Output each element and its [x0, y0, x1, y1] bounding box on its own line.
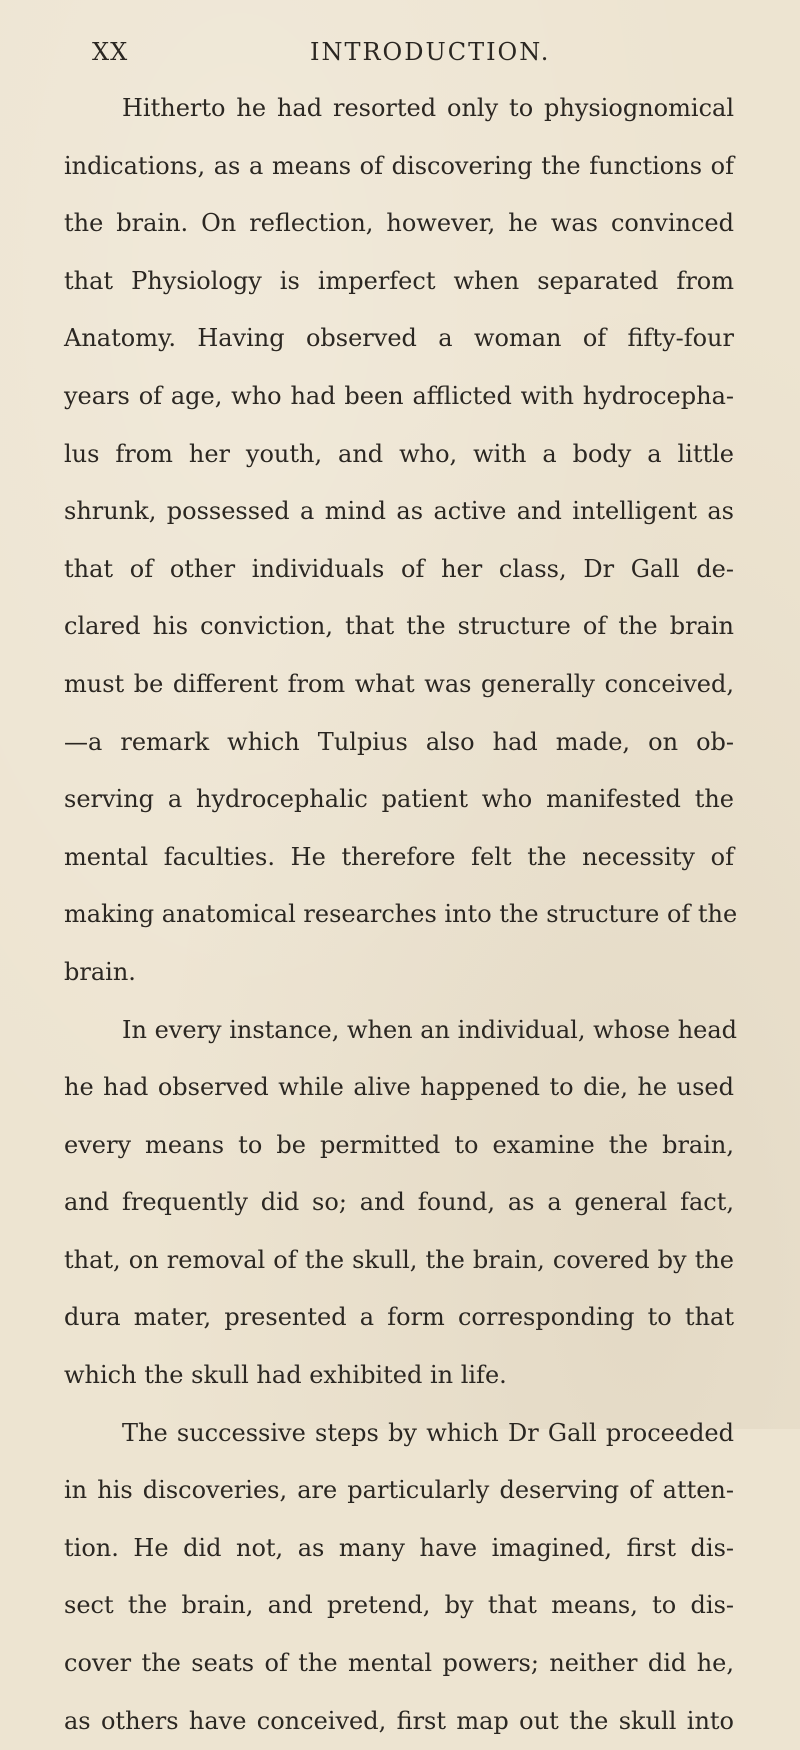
text-line: that, on removal of the skull, the brain, covered by the	[64, 1245, 734, 1274]
running-head	[64, 32, 734, 72]
text-line: sect the brain, and pretend, by that means, to dis-	[64, 1591, 734, 1620]
text-line: cover the seats of the mental powers; neither did he,	[64, 1649, 734, 1678]
text-line: in his discoveries, are particularly deserving of atten-	[64, 1476, 734, 1505]
body-text	[64, 80, 738, 1750]
text-line: The successive steps by which Dr Gall proceeded	[122, 1418, 734, 1447]
text-line: which the skull had exhibited in life.	[64, 1361, 507, 1390]
text-line: that Physiology is imperfect when separated from	[64, 266, 734, 295]
text-line: every means to be permitted to examine the brain,	[64, 1130, 734, 1159]
text-line: clared his conviction, that the structure of the brain	[64, 612, 734, 641]
text-line: he had observed while alive happened to die, he used	[64, 1073, 734, 1102]
text-line: Anatomy. Having observed a woman of fifty-four	[64, 324, 734, 353]
text-line: serving a hydrocephalic patient who manifested the	[64, 785, 734, 814]
text-line: lus from her youth, and who, with a body a little	[64, 439, 734, 468]
text-line: brain.	[64, 957, 136, 986]
text-line: dura mater, presented a form corresponding to that	[64, 1303, 734, 1332]
text-line: shrunk, possessed a mind as active and intelligent as	[64, 497, 734, 526]
running-title: INTRODUCTION.	[310, 38, 551, 66]
text-line: Hitherto he had resorted only to physiognomical	[122, 94, 734, 122]
text-line: that of other individuals of her class, Dr Gall de-	[64, 554, 734, 583]
text-line: indications, as a means of discovering the functions of	[64, 151, 734, 180]
text-line: the brain. On reflection, however, he was convinced	[64, 209, 734, 238]
page-number: XX	[92, 38, 129, 66]
text-line: In every instance, when an individual, whose head	[122, 1015, 738, 1044]
text-line: years of age, who had been afflicted with hydrocepha-	[64, 381, 734, 410]
text-line: mental faculties. He therefore felt the necessity of	[64, 842, 734, 871]
text-line: and frequently did so; and found, as a general fact,	[64, 1188, 734, 1217]
text-line: tion. He did not, as many have imagined, first dis-	[64, 1533, 734, 1562]
text-line: making anatomical researches into the structure of the	[64, 900, 738, 929]
text-line: as others have conceived, first map out the skull into	[64, 1706, 734, 1735]
text-line: —a remark which Tulpius also had made, on ob-	[64, 727, 734, 756]
text-line: must be different from what was generally conceived,	[64, 669, 734, 698]
